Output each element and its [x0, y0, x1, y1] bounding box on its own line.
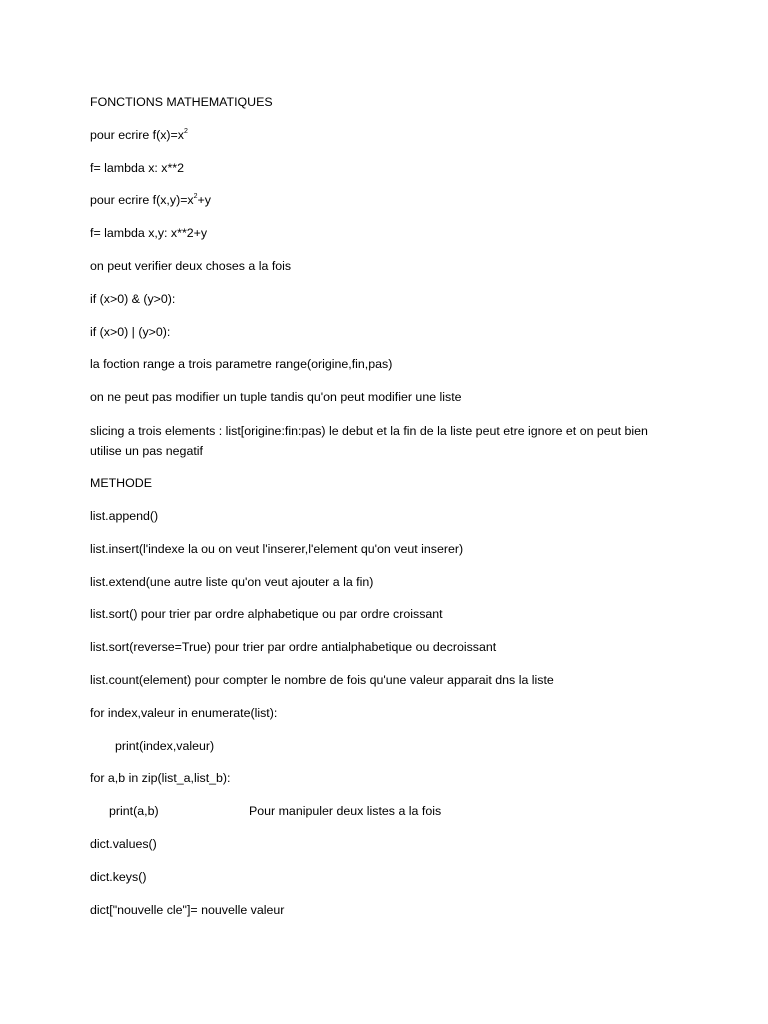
code-line-lambda-fxy: f= lambda x,y: x**2+y	[90, 226, 208, 240]
code-line-print-index: print(index,valeur)	[115, 739, 215, 753]
code-line-if-and: if (x>0) & (y>0):	[90, 292, 176, 306]
code-line-extend: list.extend(une autre liste qu'on veut ajouter a la fin)	[90, 575, 374, 589]
fx-exponent: 2	[184, 128, 188, 135]
fxy-text: pour ecrire f(x,y)=x	[90, 193, 194, 207]
text-line-slicing: slicing a trois elements : list[origine:fin:pas) le debut et la fin de la liste peut etre ignore et on peut bien utilise un pas negatif	[90, 424, 648, 458]
code-line-lambda-fx: f= lambda x: x**2	[90, 161, 185, 175]
section-heading-methode: METHODE	[90, 476, 152, 490]
text-line-tuple: on ne peut pas modifier un tuple tandis qu'on peut modifier une liste	[90, 390, 462, 404]
code-line-append: list.append()	[90, 509, 159, 523]
code-line-sort-reverse: list.sort(reverse=True) pour trier par ordre antialphabetique ou decroissant	[90, 640, 497, 654]
text-line-range: la foction range a trois parametre range(origine,fin,pas)	[90, 357, 393, 371]
fx-text: pour ecrire f(x)=x	[90, 128, 184, 142]
document-title: FONCTIONS MATHEMATIQUES	[90, 95, 273, 109]
text-line-verify: on peut verifier deux choses a la fois	[90, 259, 292, 273]
text-line-fxy	[90, 192, 211, 208]
code-line-for-enumerate: for index,valeur in enumerate(list):	[90, 706, 278, 720]
code-line-if-or: if (x>0) | (y>0):	[90, 325, 171, 339]
code-line-for-zip: for a,b in zip(list_a,list_b):	[90, 771, 231, 785]
code-line-dict-keys: dict.keys()	[90, 870, 147, 884]
fxy-exponent: 2	[193, 193, 198, 200]
zip-note: Pour manipuler deux listes a la fois	[249, 804, 442, 818]
code-line-dict-assign: dict["nouvelle cle"]= nouvelle valeur	[90, 903, 285, 917]
fxy-suffix: +y	[197, 193, 211, 207]
code-line-insert: list.insert(l'indexe la ou on veut l'inserer,l'element qu'on veut inserer)	[90, 542, 464, 556]
code-line-sort: list.sort() pour trier par ordre alphabetique ou par ordre croissant	[90, 607, 443, 621]
text-line-fx	[90, 127, 188, 143]
code-line-count: list.count(element) pour compter le nombre de fois qu'une valeur apparait dns la liste	[90, 673, 554, 687]
code-line-print-ab: print(a,b)	[109, 804, 159, 818]
code-line-dict-values: dict.values()	[90, 837, 157, 851]
